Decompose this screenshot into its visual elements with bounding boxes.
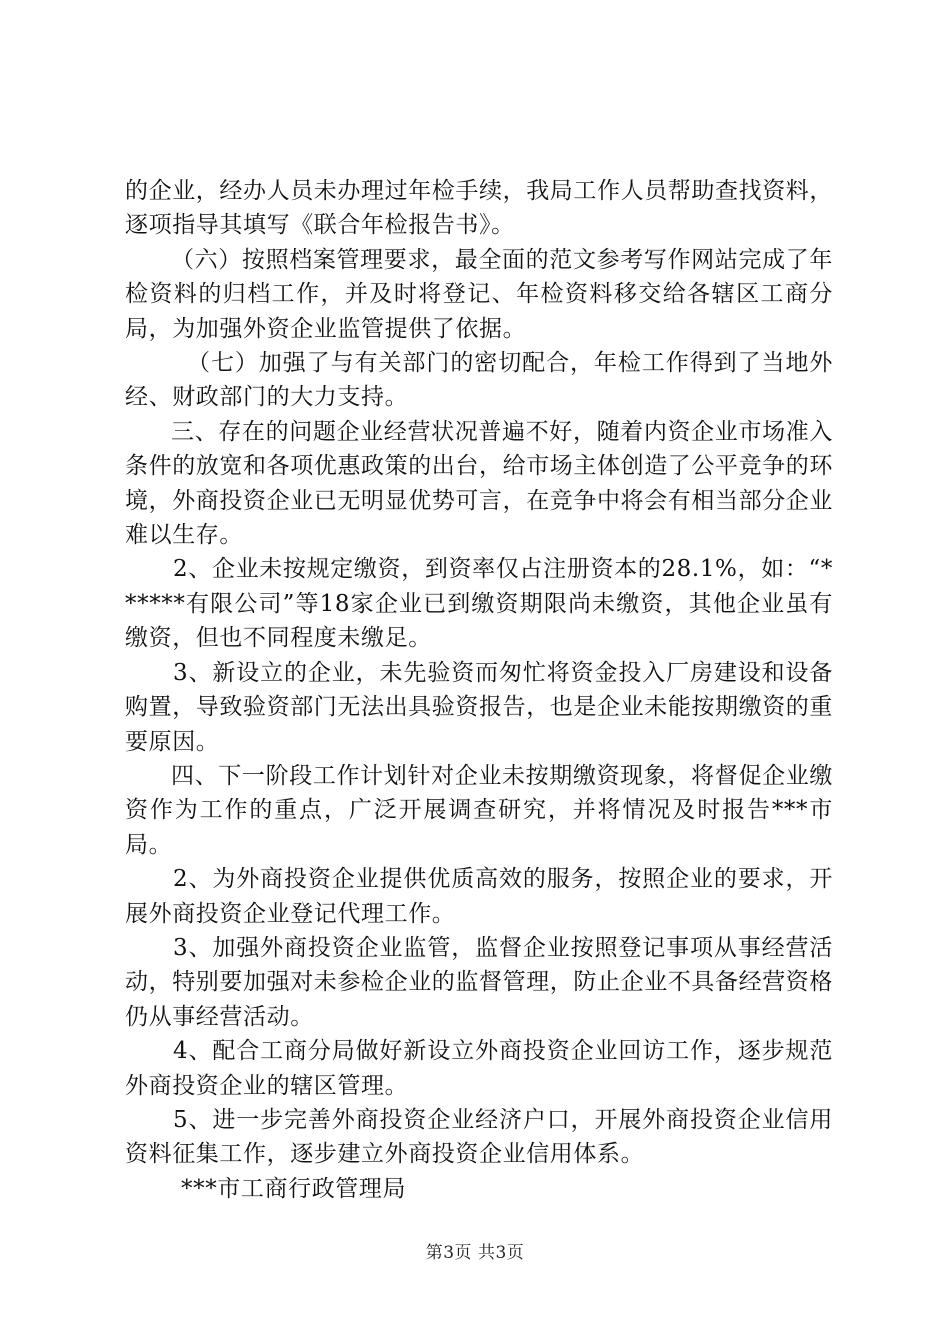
paragraph-issue-3: 3、新设立的企业，未先验资而匆忙将资金投入厂房建设和设备购置，导致验资部门无法出具验资报告，也是企业未能按期缴资的重要原因。	[125, 659, 833, 755]
document-body	[125, 174, 833, 1206]
paragraph-plan-3: 3、加强外商投资企业监管，监督企业按照登记事项从事经营活动，特别要加强对未参检企业的监督管理，防止企业不具备经营资格仍从事经营活动。	[125, 934, 833, 1030]
paragraph-plan-2: 2、为外商投资企业提供优质高效的服务，按照企业的要求，开展外商投资企业登记代理工作。	[125, 866, 833, 927]
paragraph-section-three: 三、存在的问题企业经营状况普遍不好，随着内资企业市场准入条件的放宽和各项优惠政策的出台，给市场主体创造了公平竞争的环境，外商投资企业已无明显优势可言，在竞争中将会有相当部分企业难以生存。	[125, 418, 833, 549]
paragraph-continuation: 的企业，经办人员未办理过年检手续，我局工作人员帮助查找资料，逐项指导其填写《联合年检报告书》。	[125, 178, 833, 239]
paragraph-plan-4: 4、配合工商分局做好新设立外商投资企业回访工作，逐步规范外商投资企业的辖区管理。	[125, 1038, 833, 1099]
paragraph-issue-2: 2、企业未按规定缴资，到资率仅占注册资本的28.1%，如：“******有限公司”等18家企业已到缴资期限尚未缴资，其他企业虽有缴资，但也不同程度未缴足。	[125, 556, 833, 652]
signature-line: ***市工商行政管理局	[181, 1175, 407, 1202]
paragraph-section-four: 四、下一阶段工作计划针对企业未按期缴资现象，将督促企业缴资作为工作的重点，广泛开展调查研究，并将情况及时报告***市局。	[125, 762, 833, 858]
paragraph-plan-5: 5、进一步完善外商投资企业经济户口，开展外商投资企业信用资料征集工作，逐步建立外商投资企业信用体系。	[125, 1106, 833, 1168]
paragraph-item-seven: （七）加强了与有关部门的密切配合，年检工作得到了当地外经、财政部门的大力支持。	[125, 350, 833, 411]
page-footer: 第3页 共3页	[425, 1243, 525, 1263]
paragraph-item-six: （六）按照档案管理要求，最全面的范文参考写作网站完成了年检资料的归档工作，并及时将登记、年检资料移交给各辖区工商分局，为加强外资企业监管提供了依据。	[125, 246, 833, 342]
